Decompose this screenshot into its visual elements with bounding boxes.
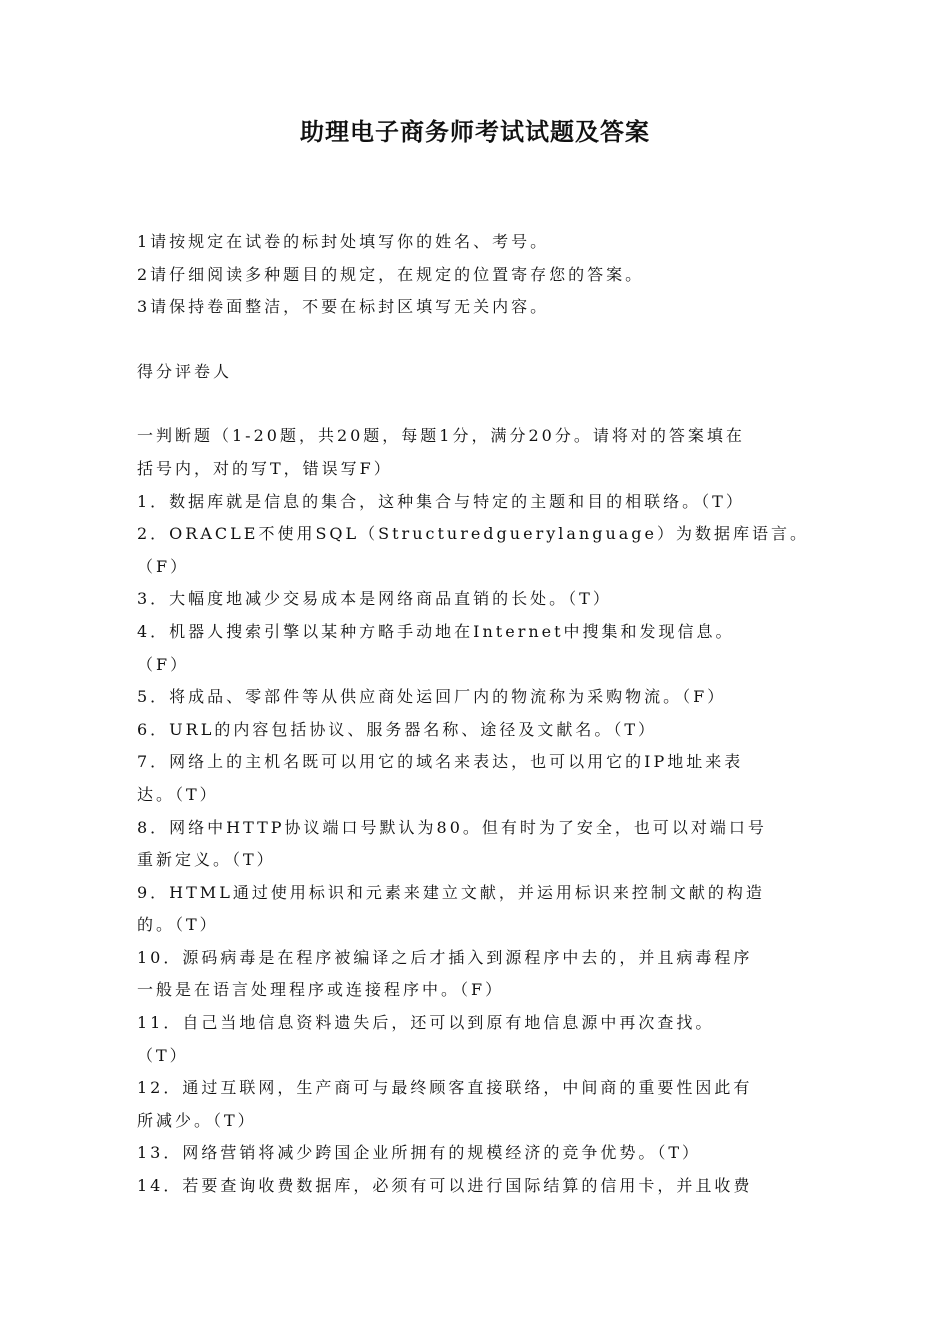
- question-line: 4．机器人搜索引擎以某种方略手动地在Internet中搜集和发现信息。: [137, 621, 735, 641]
- document-body: [137, 226, 832, 1203]
- question-line: 6．URL的内容包括协议、服务器名称、途径及文献名。（T）: [137, 719, 658, 739]
- section-heading-line: 一判断题（1-20题，共20题，每题1分，满分20分。请将对的答案填在: [137, 426, 745, 446]
- question-line: 11．自己当地信息资料遗失后，还可以到原有地信息源中再次查找。: [137, 1013, 715, 1033]
- question-line: 1．数据库就是信息的集合，这种集合与特定的主题和目的相联络。（T）: [137, 491, 745, 511]
- question-line: 8．网络中HTTP协议端口号默认为80。但有时为了安全，也可以对端口号: [137, 817, 767, 837]
- score-label: 得分评卷人: [137, 361, 233, 381]
- question-line: 所减少。（T）: [137, 1110, 257, 1130]
- question-line: 一般是在语言处理程序或连接程序中。（F）: [137, 980, 505, 1000]
- question-line: 2．ORACLE不使用SQL（Structuredguerylanguage）为数据库语言。: [137, 524, 810, 544]
- instruction-line: 1请按规定在试卷的标封处填写你的姓名、考号。: [137, 232, 550, 251]
- question-line: 5．将成品、零部件等从供应商处运回厂内的物流称为采购物流。（F）: [137, 687, 727, 707]
- question-line: 10．源码病毒是在程序被编译之后才插入到源程序中去的，并且病毒程序: [137, 947, 753, 967]
- instruction-line: 3请保持卷面整洁，不要在标封区填写无关内容。: [137, 297, 550, 317]
- instruction-line: 2请仔细阅读多种题目的规定，在规定的位置寄存您的答案。: [137, 264, 645, 284]
- page-title: 助理电子商务师考试试题及答案: [300, 117, 650, 146]
- question-line: （F）: [137, 556, 190, 576]
- question-line: 13．网络营销将减少跨国企业所拥有的规模经济的竞争优势。（T）: [137, 1143, 702, 1163]
- question-line: 重新定义。（T）: [137, 850, 276, 870]
- question-line: （T）: [137, 1045, 189, 1065]
- question-line: 7．网络上的主机名既可以用它的域名来表达，也可以用它的IP地址来表: [137, 752, 744, 772]
- question-line: 14．若要查询收费数据库，必须有可以进行国际结算的信用卡，并且收费: [137, 1176, 753, 1196]
- spacer: [137, 388, 832, 420]
- question-line: 12．通过互联网，生产商可与最终顾客直接联络，中间商的重要性因此有: [137, 1078, 753, 1098]
- question-line: 的。（T）: [137, 915, 219, 935]
- question-line: 3．大幅度地减少交易成本是网络商品直销的长处。（T）: [137, 589, 612, 609]
- question-line: 达。（T）: [137, 784, 219, 804]
- question-line: 9．HTML通过使用标识和元素来建立文献，并运用标识来控制文献的构造: [137, 882, 765, 902]
- section-heading-line: 括号内，对的写T，错误写F）: [137, 458, 393, 478]
- question-line: （F）: [137, 654, 190, 674]
- spacer: [137, 324, 832, 356]
